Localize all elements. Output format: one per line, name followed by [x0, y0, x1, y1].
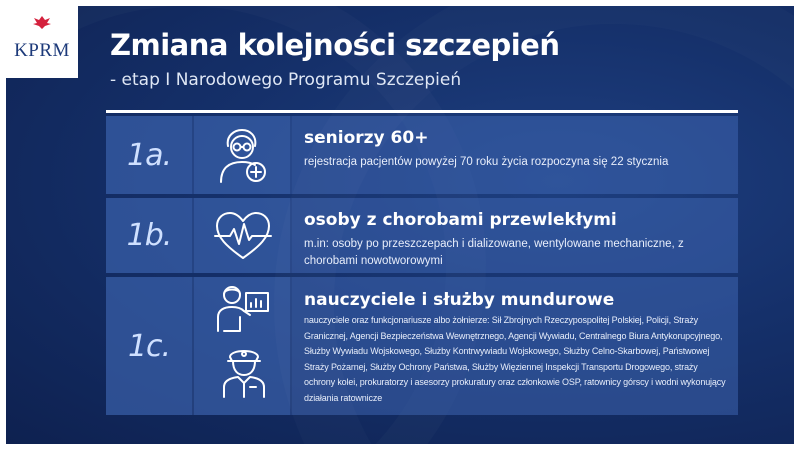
stage-row-1c [106, 277, 738, 415]
logo-text: KPRM [14, 40, 70, 61]
stage-label: 1a. [126, 137, 171, 173]
stage-text-cell [292, 198, 738, 273]
stage-title: osoby z chorobami przewlekłymi [304, 210, 617, 230]
stage-label: 1b. [126, 218, 172, 253]
stage-label-cell [106, 198, 192, 273]
heartbeat-icon [212, 210, 274, 262]
stage-title: nauczyciele i służby mundurowe [304, 290, 615, 310]
stage-text-cell [292, 277, 738, 415]
stage-icon-cell [194, 277, 290, 415]
senior-person-icon [216, 126, 270, 184]
page-title: Zmiana kolejności szczepień [110, 28, 560, 62]
stage-description: m.in: osoby po przeszczepach i dializowane, wentylowane mechaniczne, z chorobami nowotworowymi [304, 238, 684, 267]
stage-icon-cell [194, 116, 290, 194]
stage-row-1a [106, 116, 738, 194]
stage-label-cell [106, 277, 192, 415]
infographic-panel [6, 6, 794, 444]
teacher-icon [216, 283, 272, 335]
stage-title: seniorzy 60+ [304, 128, 429, 148]
uniformed-officer-icon [220, 343, 268, 399]
stage-label-cell [106, 116, 192, 194]
stage-description: nauczyciele oraz funkcjonariusze albo żołnierze: Sił Zbrojnych Rzeczypospolitej Polskiej, Policji, Straży Granicznej, Agencji Bezpieczeństwa Wewnętrznego, Agencji Wywiadu, Centralnego Biura Antykorupcyjnego, Służby Wywiadu Wojskowego, Służby Kontrwywiadu Wojskowego, Służby Celno-Skarbowej, Państwowej Straży Pożarnej, Służby Ochrony Państwa, Służby Więziennej Inspekcji Transportu Drogowego, straży ochrony kolei, prokuratorzy i asesorzy prokuratury oraz członkowie OSP, ratownicy górscy i wodni wykonujący działania ratownicze [304, 315, 726, 403]
stage-row-1b [106, 198, 738, 273]
header-divider [106, 110, 738, 113]
page-subtitle: - etap I Narodowego Programu Szczepień [110, 70, 462, 90]
stage-icon-cell [194, 198, 290, 273]
stage-text-cell [292, 116, 738, 194]
stage-description: rejestracja pacjentów powyżej 70 roku życia rozpoczyna się 22 stycznia [304, 156, 669, 168]
kprm-logo [6, 6, 78, 78]
stage-label: 1c. [127, 328, 171, 364]
eagle-emblem-icon [30, 14, 54, 30]
